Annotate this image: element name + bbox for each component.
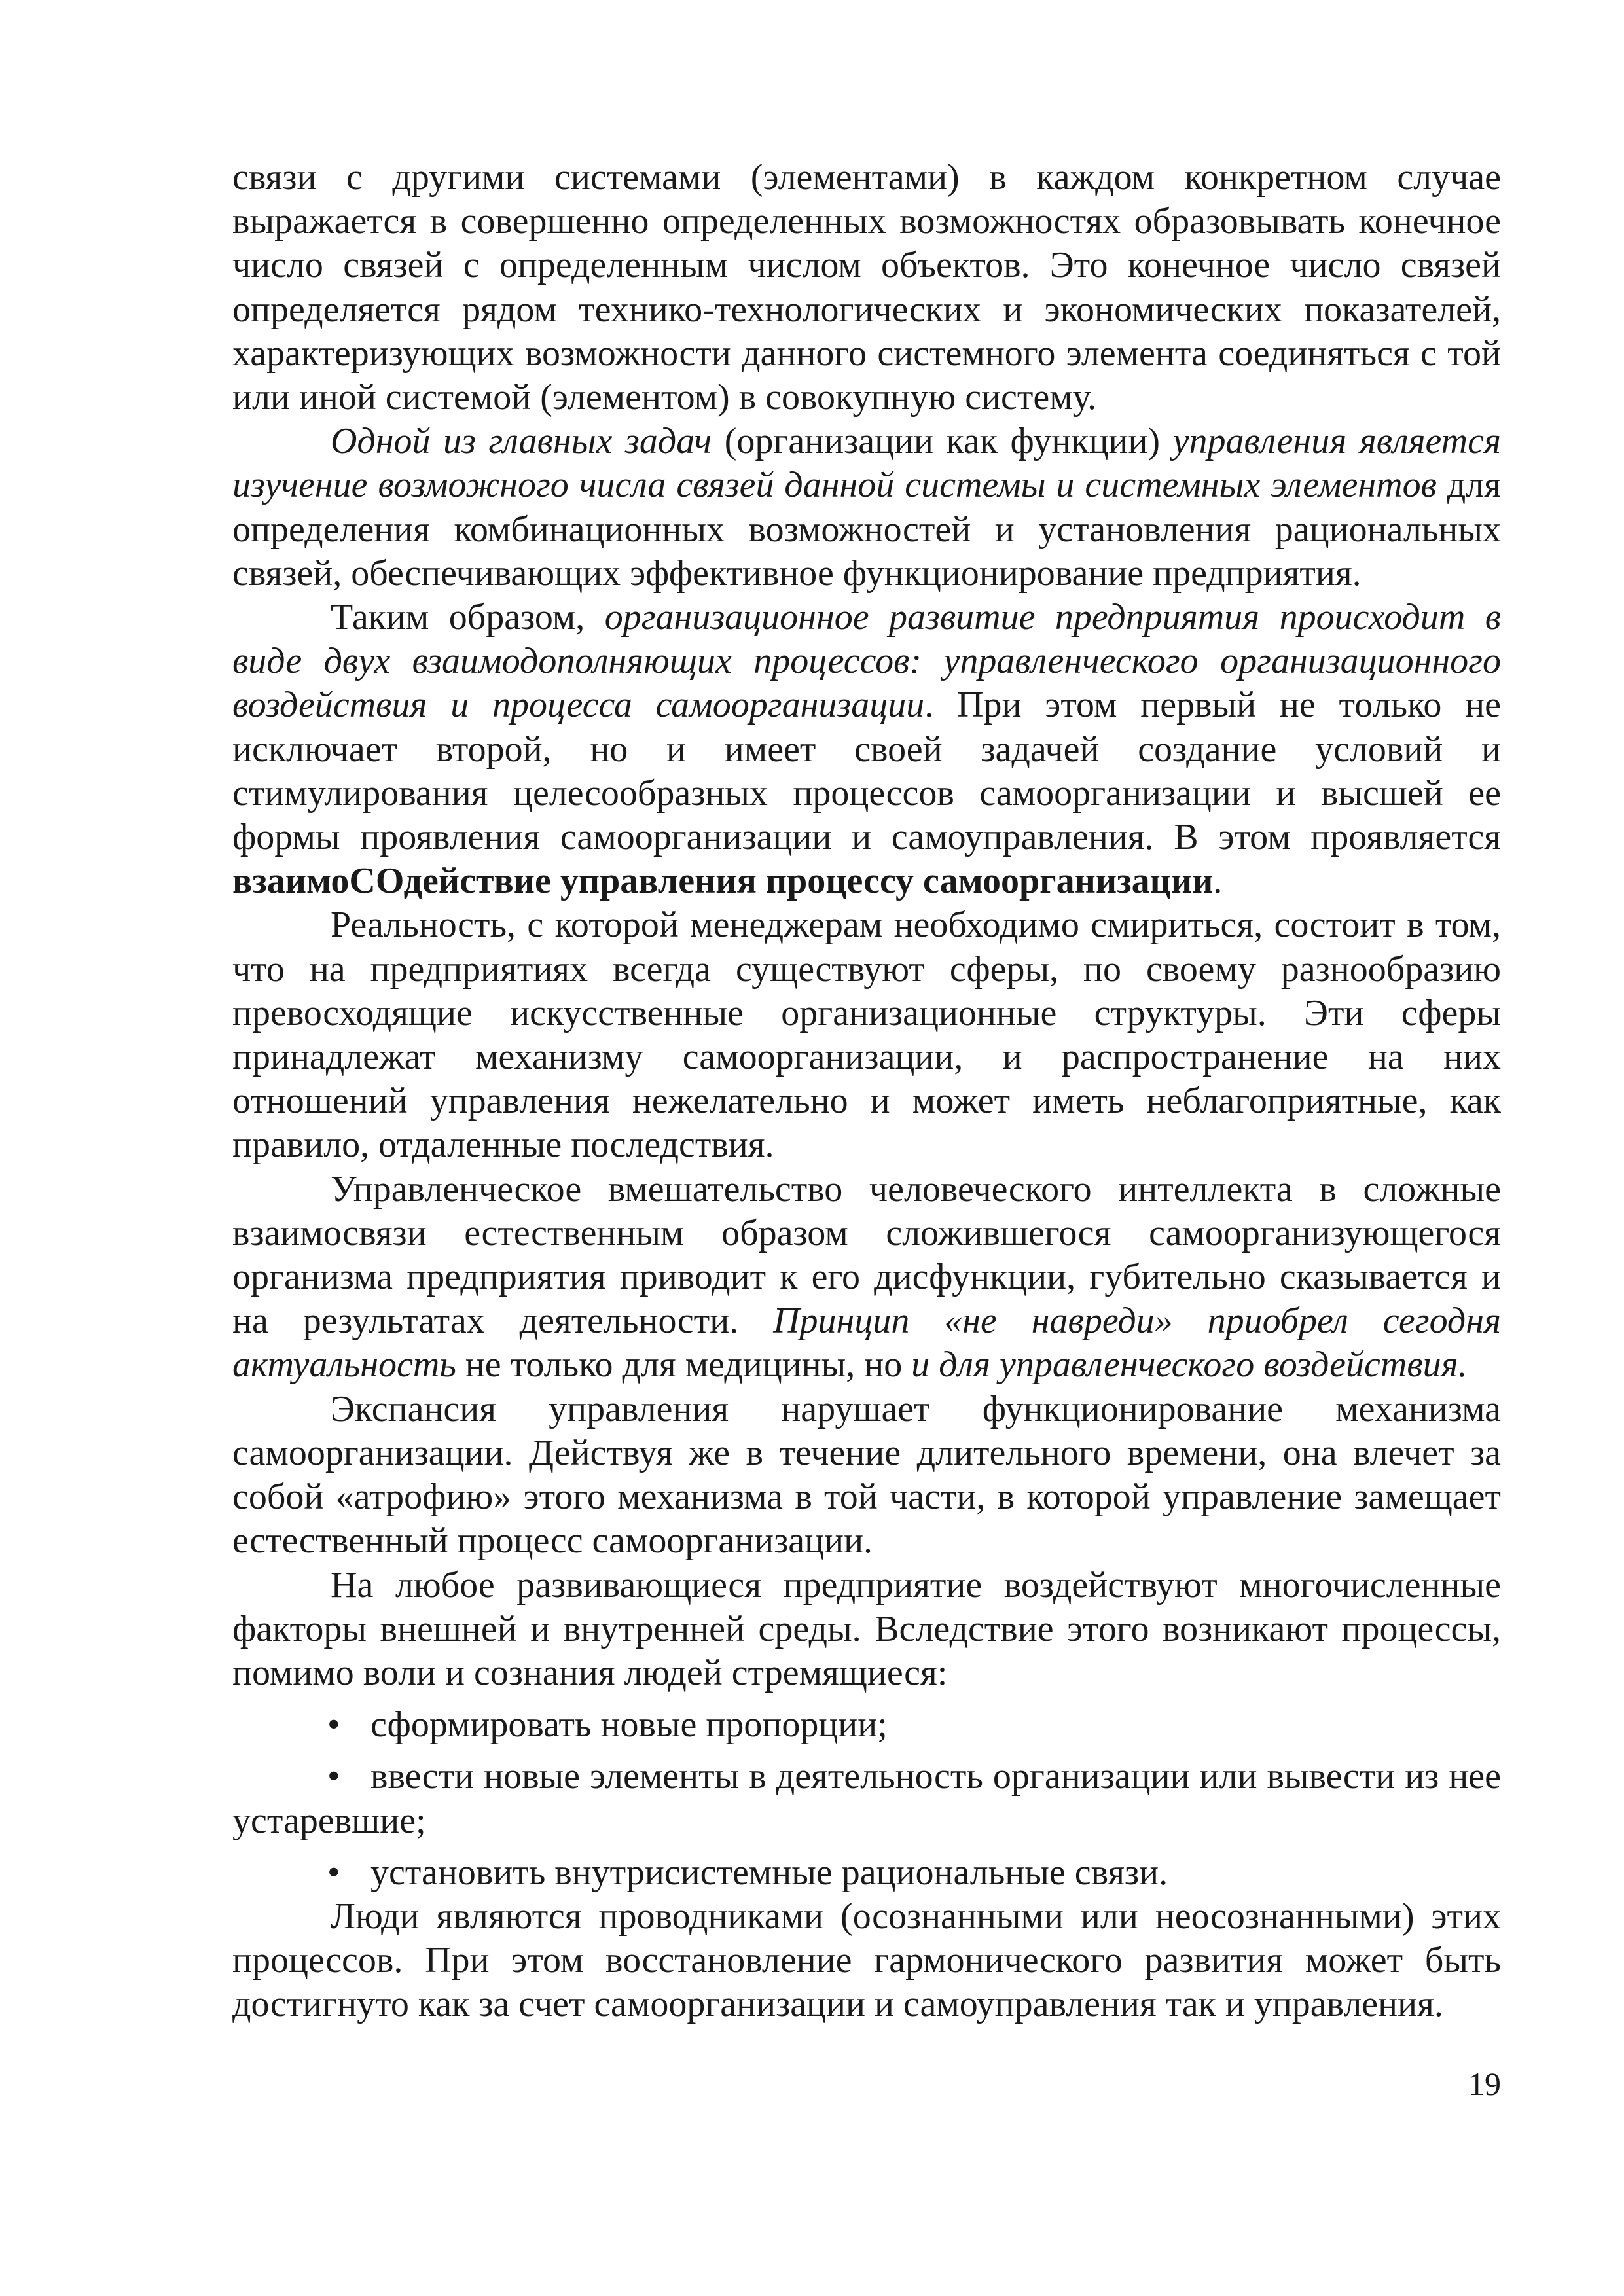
paragraph-8: Люди являются проводниками (осознанными или неосознанными) этих процессов. При этом восстановление гармонического развития может быть достигнуто как за счет самоорганизации и самоуправления так и управления. [232,1895,1501,2025]
paragraph-5-text-1: Управленческое вмешательство человеческого интеллекта в сложные взаимосвязи естественным образом сложившегося самоорганизующегося организма предприятия приводит к его дисфункции, губительно сказывается и на результатах деятельности. [232,1168,1501,1342]
bullet-item-3 [232,1851,1501,1895]
bullet-icon: • [327,1852,340,1893]
paragraph-5-italic-1: Принцип «не навреди» приобрел сегодня актуальность [232,1300,1502,1386]
page-number: 19 [1468,2066,1501,2102]
bullet-item-2-text: ввести новые элементы в деятельность организации или вывести из нее устаревшие; [232,1756,1501,1841]
paragraph-3-italic-1: организационное развитие предприятия происходит в виде двух взаимодополняющих процессов: управленческого организационного воздействия и процесса самоорганизации [232,597,1502,726]
paragraph-2-italic-1: Одной из главных задач [331,421,712,462]
paragraph-2-text-1: (организации как функции) [712,421,1173,462]
paragraph-2-italic-2: управления является изучение возможного числа связей данной системы и системных элементов [232,421,1501,506]
bullet-icon: • [327,1704,340,1746]
paragraph-1: связи с другими системами (элементами) в каждом конкретном случае выражается в совершенно определенных возможностях образовывать конечное число связей с определенным числом объектов. Это конечное число связей определяется рядом технико-технологических и экономических показателей, характеризующих возможности данного системного элемента соединяться с той или иной системой (элементом) в совокупную систему. [232,157,1501,418]
paragraph-3 [232,596,1501,903]
paragraph-5-italic-2: и для управленческого воздействия. [911,1344,1468,1386]
paragraph-3-bold-1: взаимоСОдействие управления процессу самоорганизации [232,861,1214,902]
paragraph-6: Экспансия управления нарушает функционирование механизма самоорганизации. Действуя же в течение длительного времени, она влечет за собой «атрофию» этого механизма в той части, в которой управление замещает естественный процесс самоорганизации. [232,1388,1501,1562]
paragraph-2-text-2: для определения комбинационных возможностей и установления рациональных связей, обеспечивающих эффективное функционирование предприятия. [232,465,1501,594]
bullet-item-3-text: установить внутрисистемные рациональные связи. [370,1852,1168,1893]
paragraph-5 [232,1168,1501,1388]
paragraph-2 [232,420,1501,596]
bullet-icon: • [327,1756,340,1797]
paragraph-7: На любое развивающиеся предприятие воздействуют многочисленные факторы внешней и внутренней среды. Вследствие этого возникают процессы, помимо воли и сознания людей стремящиеся: [232,1564,1501,1693]
paragraph-5-text-2: не только для медицины, но [456,1344,912,1386]
page-body [232,156,1501,2027]
paragraph-3-text-2: . При этом первый не только не исключает второй, но и имеет своей задачей создание условий и стимулирования целесообразных процессов самоорганизации и высшей ее формы проявления самоорганизации и самоуправления. В этом проявляется [232,685,1502,858]
bullet-item-1 [232,1703,1501,1747]
bullet-item-2 [232,1755,1501,1842]
paragraph-3-text-1: Таким образом, [331,597,605,638]
paragraph-4: Реальность, с которой менеджерам необходимо смириться, состоит в том, что на предприятиях всегда существуют сферы, по своему разнообразию превосходящие искусственные организационные структуры. Эти сферы принадлежат механизму самоорганизации, и распространение на них отношений управления нежелательно и может иметь неблагоприятные, как правило, отдаленные последствия. [232,905,1501,1166]
bullet-item-1-text: сформировать новые пропорции; [370,1704,888,1746]
paragraph-3-text-3: . [1213,861,1223,902]
